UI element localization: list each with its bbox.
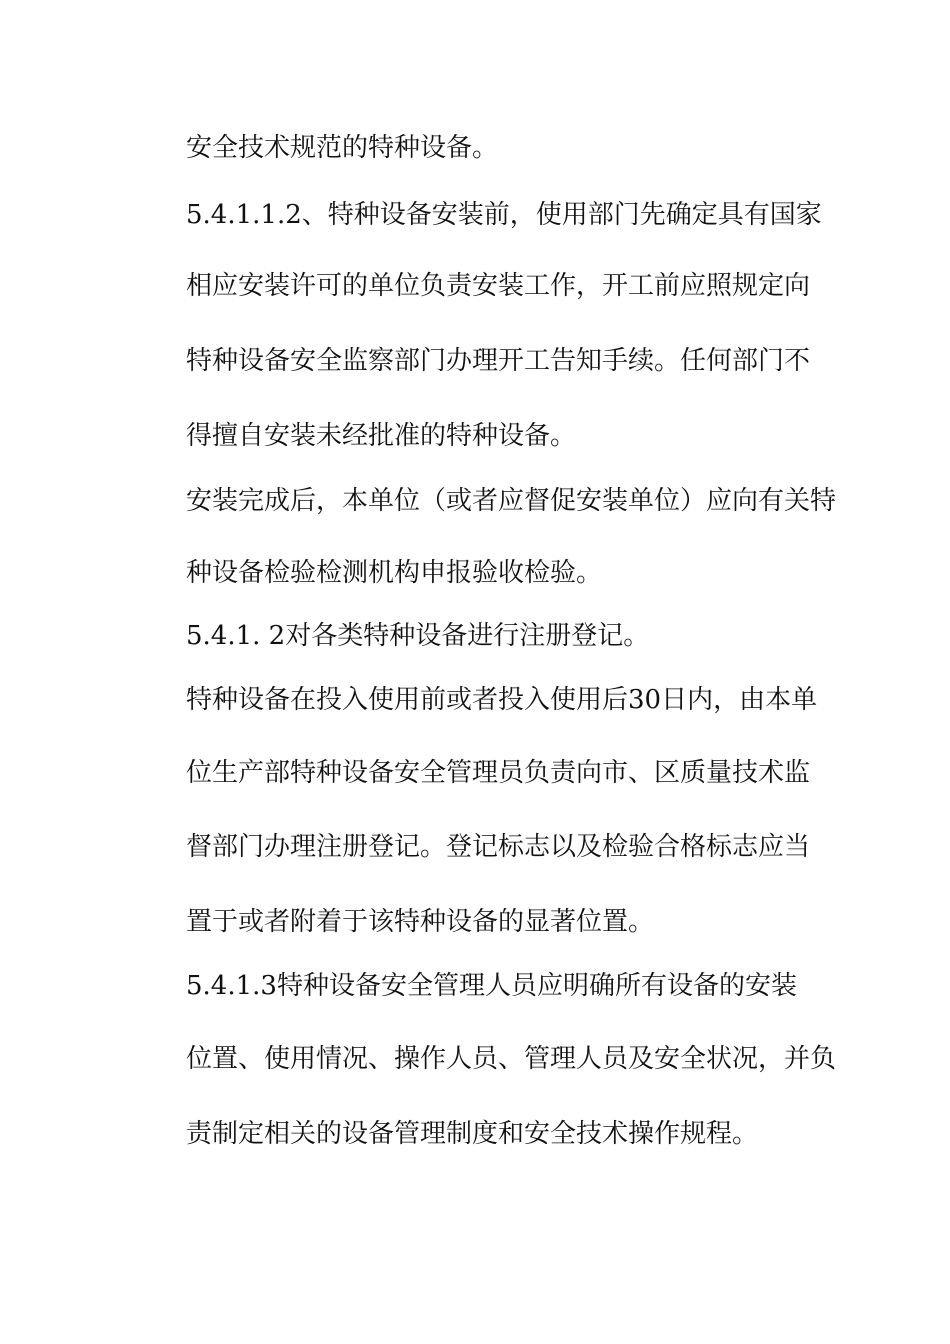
text-line-15: 责制定相关的设备管理制度和安全技术操作规程。 [186, 1119, 759, 1149]
text-line-3: 相应安装许可的单位负责安装工作，开工前应照规定向 [186, 271, 811, 301]
text-line-2: 5.4.1.1.2、特种设备安装前，使用部门先确定具有国家 [186, 200, 822, 230]
text-line-14: 位置、使用情况、操作人员、管理人员及安全状况，并负 [186, 1044, 837, 1074]
text-line-6: 安装完成后，本单位（或者应督促安装单位）应向有关特 [186, 486, 837, 516]
text-line-4: 特种设备安全监察部门办理开工告知手续。任何部门不 [186, 346, 811, 376]
text-line-11: 督部门办理注册登记。登记标志以及检验合格标志应当 [186, 832, 811, 862]
text-line-12: 置于或者附着于该特种设备的显著位置。 [186, 907, 655, 937]
text-line-7: 种设备检验检测机构申报验收检验。 [186, 558, 603, 588]
text-line-8: 5.4.1. 2对各类特种设备进行注册登记。 [186, 621, 650, 651]
text-line-13: 5.4.1.3特种设备安全管理人员应明确所有设备的安装 [186, 971, 797, 1001]
text-line-5: 得擅自安装未经批准的特种设备。 [186, 421, 577, 451]
text-line-10: 位生产部特种设备安全管理员负责向市、区质量技术监 [186, 758, 811, 788]
text-line-1: 安全技术规范的特种设备。 [186, 133, 499, 163]
text-line-9: 特种设备在投入使用前或者投入使用后30日内，由本单 [186, 685, 818, 715]
